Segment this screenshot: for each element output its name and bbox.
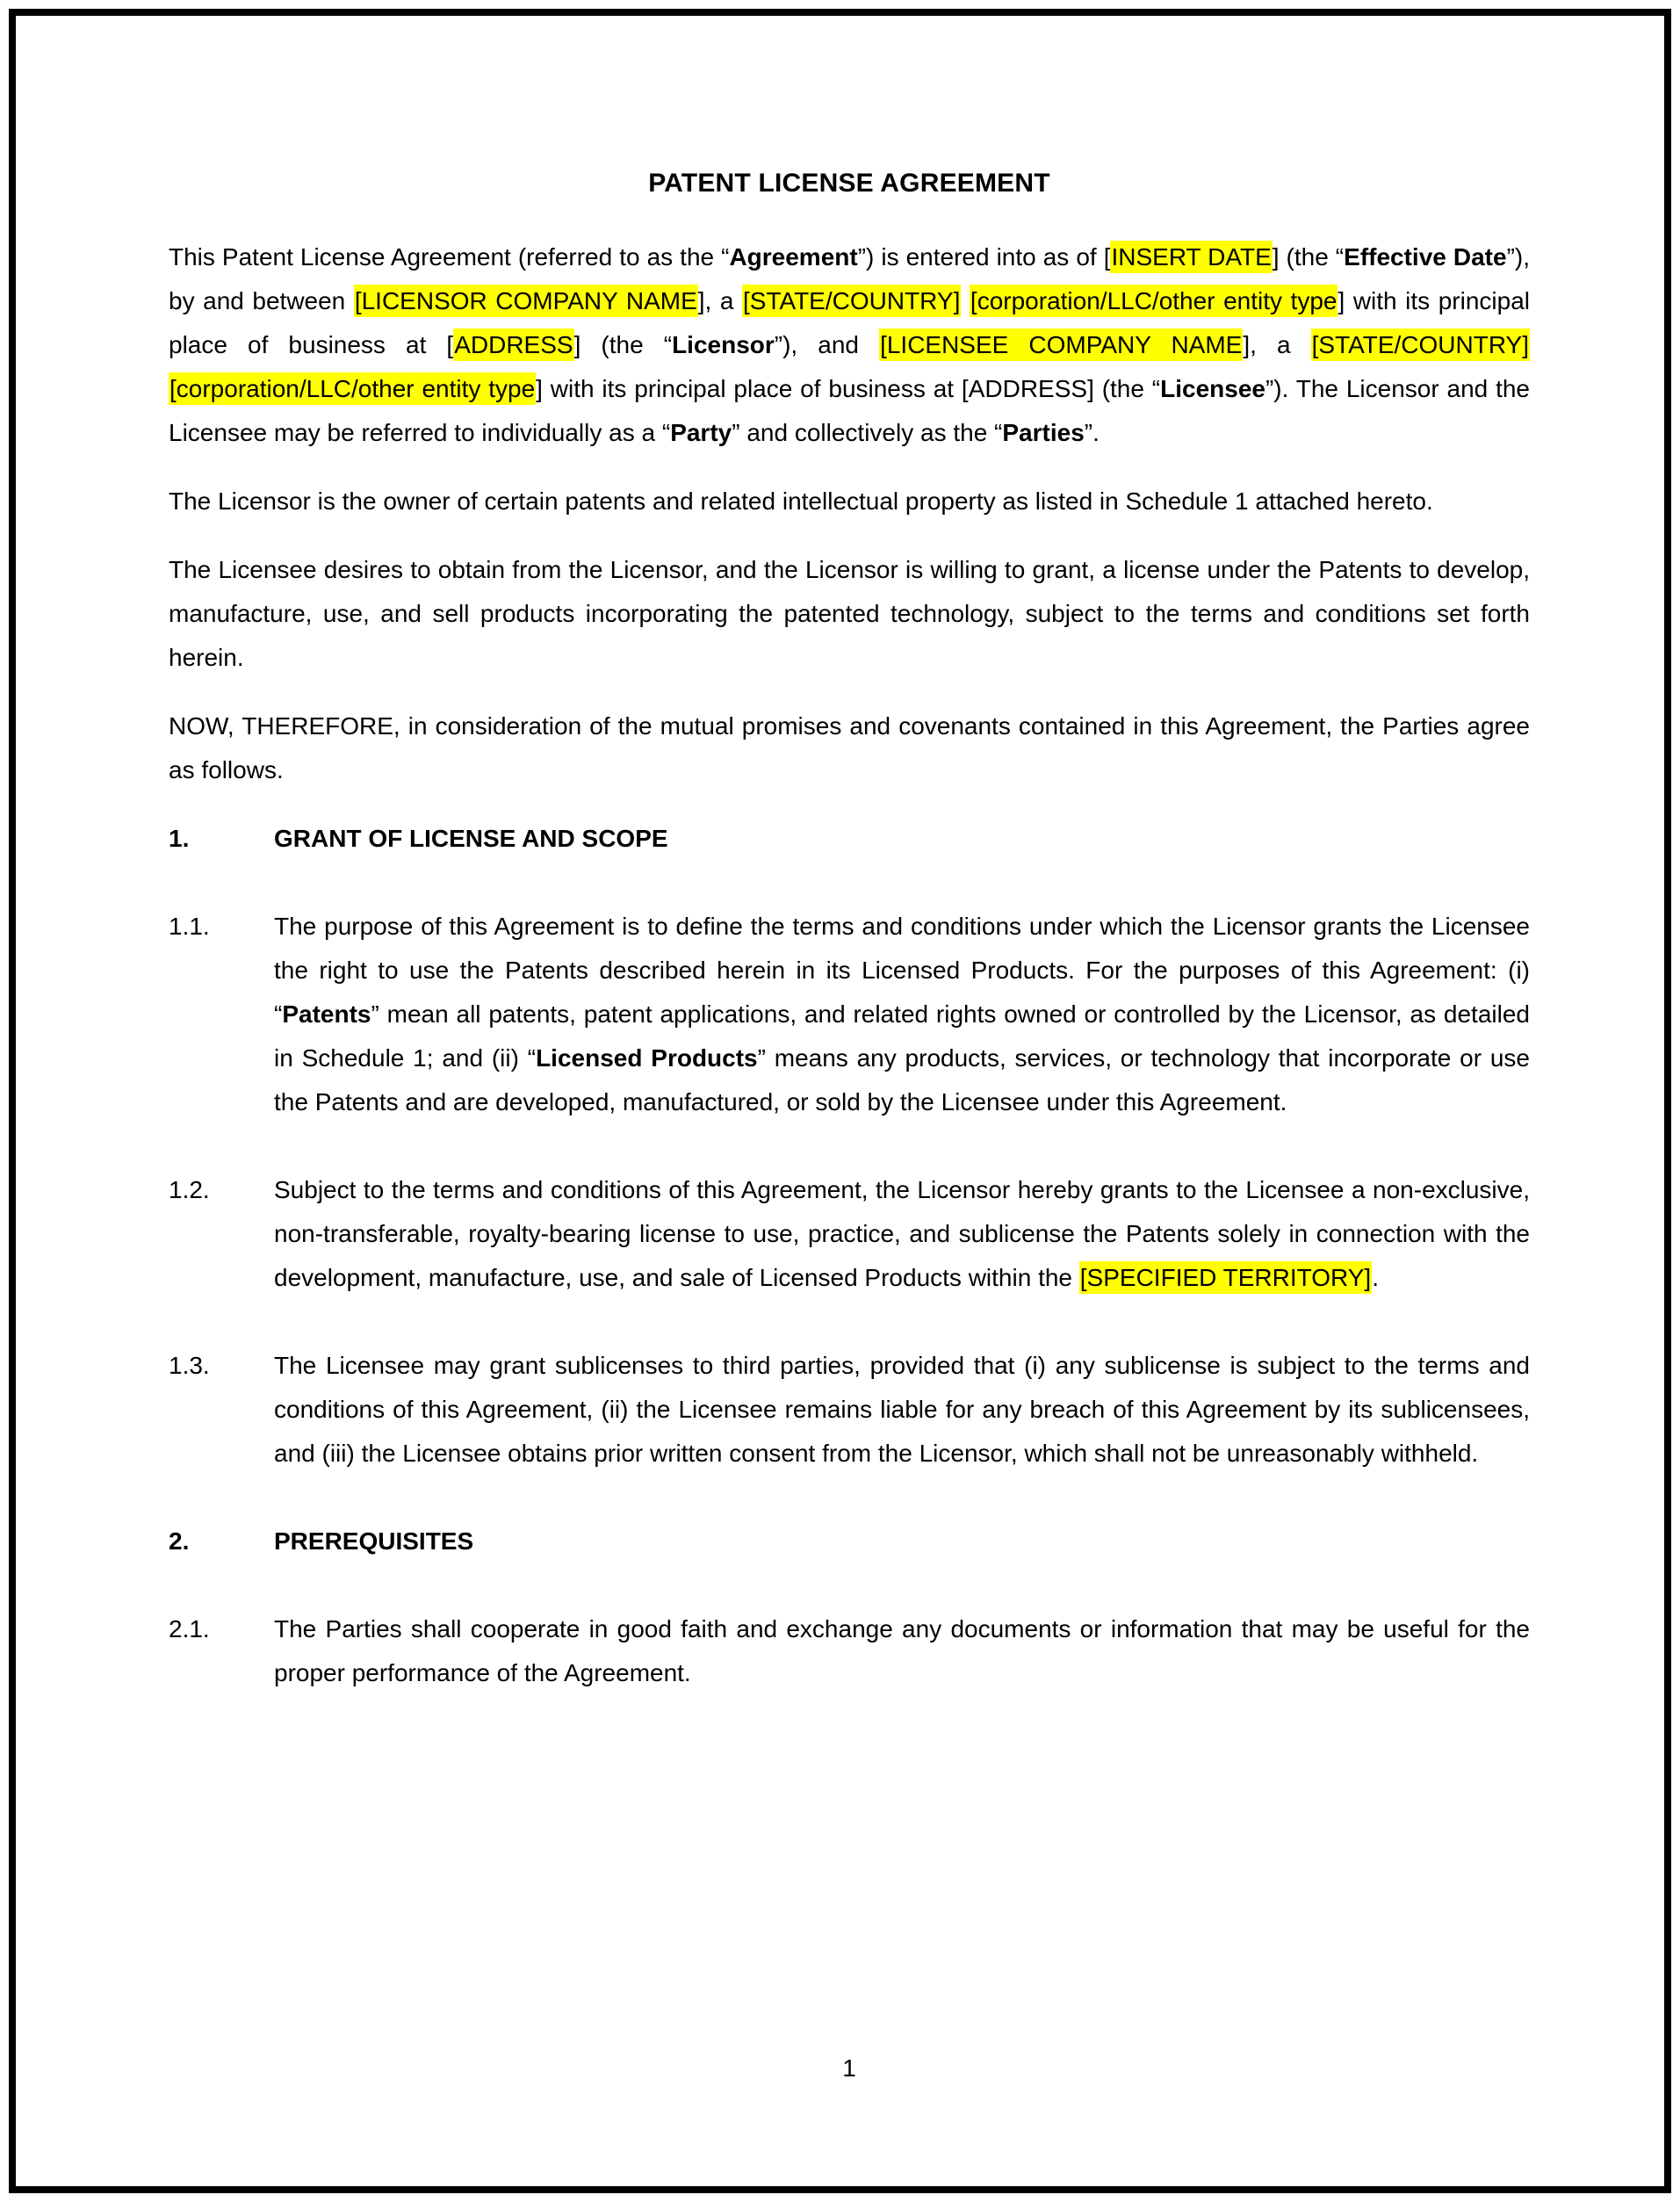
- section-1-number: 1.: [169, 825, 190, 852]
- text-run: ”) is entered into as of [: [857, 243, 1111, 271]
- bold-term: Parties: [1002, 419, 1085, 446]
- placeholder-highlight: [corporation/LLC/other entity type: [970, 285, 1338, 317]
- text-run: ”), and: [774, 331, 880, 358]
- placeholder-highlight: [LICENSEE COMPANY NAME: [879, 328, 1243, 361]
- text-run: ] (the “: [1272, 243, 1345, 271]
- placeholder-highlight: [corporation/LLC/other entity type: [169, 372, 536, 405]
- clause-2-1-number: 2.1.: [169, 1615, 210, 1642]
- placeholder-highlight: [SPECIFIED TERRITORY]: [1079, 1261, 1372, 1294]
- placeholder-highlight: INSERT DATE: [1110, 241, 1272, 273]
- clause-1-1-text: [274, 913, 1530, 1115]
- text-run: [961, 287, 970, 314]
- text-run: ” and collectively as the “: [732, 419, 1003, 446]
- clause-1-2-number: 1.2.: [169, 1176, 210, 1203]
- bold-term: Agreement: [729, 243, 858, 271]
- text-run: ”). The Licensor and the Licensee may be referred to individually as a “: [169, 375, 1530, 446]
- text-run: The Licensor is the owner of certain patents and related intellectual property as listed in Schedule 1 attached hereto.: [169, 487, 1433, 515]
- now-therefore-paragraph: [169, 704, 1530, 792]
- text-run: ” mean all patents, patent applications, and related rights owned or controlled by the Licensor, as detailed in Schedule 1; and (ii) “: [274, 1000, 1530, 1072]
- clause-2-1-text: [274, 1615, 1530, 1686]
- placeholder-highlight: [STATE/COUNTRY]: [1311, 328, 1530, 361]
- clause-2-1: [169, 1607, 1530, 1695]
- bold-term: Licensed Products: [536, 1044, 758, 1072]
- bold-term: GRANT OF LICENSE AND SCOPE: [274, 825, 668, 852]
- section-2-title: [274, 1527, 473, 1555]
- recital-license-desire-paragraph: [169, 548, 1530, 680]
- text-run: NOW, THEREFORE, in consideration of the mutual promises and covenants contained in this Agreement, the Parties agree as follows.: [169, 712, 1530, 783]
- section-2-heading: [169, 1520, 1530, 1563]
- text-run: ], a: [1243, 331, 1311, 358]
- bold-term: Licensee: [1160, 375, 1265, 402]
- text-run: ] (the “: [573, 331, 673, 358]
- clause-1-3: [169, 1344, 1530, 1476]
- clause-1-2: [169, 1168, 1530, 1300]
- bold-term: Effective Date: [1344, 243, 1507, 271]
- section-1-heading: [169, 817, 1530, 861]
- intro-paragraph: [169, 235, 1530, 455]
- text-run: ] with its principal place of business at [ADDRESS] (the “: [536, 375, 1161, 402]
- text-run: The Licensee may grant sublicenses to third parties, provided that (i) any sublicense is subject to the terms and conditions of this Agreement, (ii) the Licensee remains liable for any breach of this Agreement by its sublicensees, and (iii) the Licensee obtains prior written consent from the Licensor, which shall not be unreasonably withheld.: [274, 1352, 1530, 1467]
- bold-term: Party: [670, 419, 732, 446]
- text-run: ”), by and between: [169, 243, 1530, 314]
- text-run: .: [1372, 1264, 1379, 1291]
- text-run: The purpose of this Agreement is to define the terms and conditions under which the Licensor grants the Licensee the right to use the Patents described herein in its Licensed Products. For the purposes of this Agreement: (i) “: [274, 913, 1530, 1028]
- text-run: ”.: [1084, 419, 1100, 446]
- clause-1-3-number: 1.3.: [169, 1352, 210, 1379]
- text-run: Subject to the terms and conditions of this Agreement, the Licensor hereby grants to the Licensee a non-exclusive, non-transferable, royalty-bearing license to use, practice, and sublicense the Patents solely in connection with the development, manufacture, use, and sale of Licensed Products within the: [274, 1176, 1530, 1291]
- clause-1-3-text: [274, 1352, 1530, 1467]
- text-run: ], a: [697, 287, 742, 314]
- clause-1-2-text: [274, 1176, 1530, 1294]
- placeholder-highlight: ADDRESS: [453, 328, 573, 361]
- page-number: 1: [842, 2054, 856, 2082]
- clause-1-1-number: 1.1.: [169, 913, 210, 940]
- text-run: The Parties shall cooperate in good faith and exchange any documents or information that may be useful for the proper performance of the Agreement.: [274, 1615, 1530, 1686]
- text-run: ” means any products, services, or technology that incorporate or use the Patents and are developed, manufactured, or sold by the Licensee under this Agreement.: [274, 1044, 1530, 1115]
- bold-term: Licensor: [672, 331, 775, 358]
- placeholder-highlight: [LICENSOR COMPANY NAME: [354, 285, 698, 317]
- section-1-title: [274, 825, 668, 852]
- text-run: ] with its principal place of business at [: [169, 287, 1530, 358]
- recital-ownership-paragraph: [169, 480, 1530, 523]
- placeholder-highlight: [STATE/COUNTRY]: [742, 285, 961, 317]
- section-2-number: 2.: [169, 1527, 190, 1555]
- bold-term: Patents: [282, 1000, 371, 1028]
- bold-term: PREREQUISITES: [274, 1527, 474, 1555]
- text-run: This Patent License Agreement (referred to as the “: [169, 243, 730, 271]
- clause-1-1: [169, 905, 1530, 1124]
- page-content: [169, 0, 1530, 1739]
- document-title: PATENT LICENSE AGREEMENT: [648, 169, 1050, 198]
- text-run: The Licensee desires to obtain from the Licensor, and the Licensor is willing to grant, a license under the Patents to develop, manufacture, use, and sell products incorporating the patented technology, subject to the terms and conditions set forth herein.: [169, 556, 1530, 671]
